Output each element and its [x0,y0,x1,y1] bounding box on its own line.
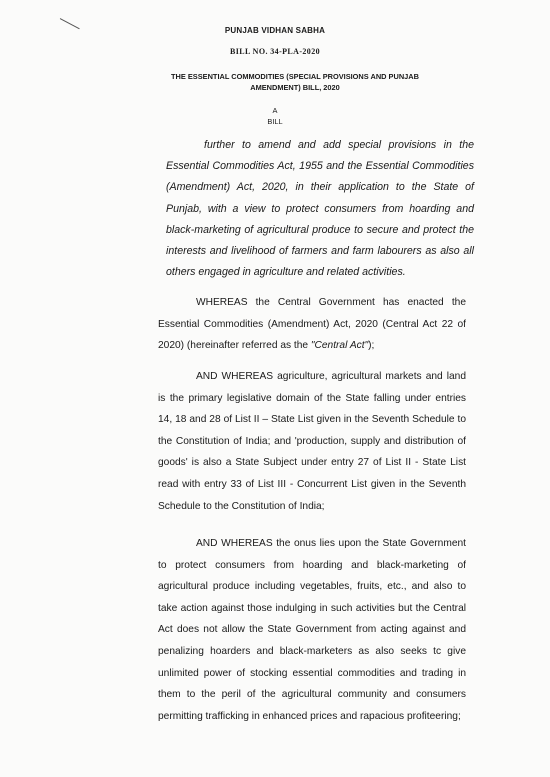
paragraph-3-text: AND WHEREAS the onus lies upon the State Government to protect consumers from hoarding and black-marketing of agricultural produce including vegetables, fruits, etc., and also to take action against those indulging in such activities but the Central Act does not allow the State Government from acting against and penalizing hoarders and black-marketers as also seeks tc give unlimited power of stocking essential commodities and trading in them to the peril of the agricultural community and consumers permitting trafficking in enhanced prices and rapacious profiteering; [158,538,466,722]
whereas-paragraph-2 [158,366,466,517]
bill-title: THE ESSENTIAL COMMODITIES (SPECIAL PROVISIONS AND PUNJAB AMENDMENT) BILL, 2020 [171,72,419,92]
article-a: A [272,106,278,115]
whereas-paragraph-3 [158,533,466,727]
whereas-paragraph-1 [158,292,466,357]
central-act-term: "Central Act" [310,340,369,352]
paragraph-1-text: WHEREAS the Central Government has enacted the Essential Commodities (Amendment) Act, 2020 (Central Act 22 of 2020) (hereinafter referred as the [158,297,466,352]
paragraph-2-text: AND WHEREAS agriculture, agricultural markets and land is the primary legislative domain of the State falling under entries 14, 18 and 28 of List II – State List given in the Seventh Schedule to the Constitution of India; and 'production, supply and distribution of goods' is also a State Subject under entry 27 of List II - State List read with entry 33 of List III - Concurrent List given in the Seventh Schedule to the Constitution of India; [158,371,466,512]
preamble-body: further to amend and add special provisions in the Essential Commodities Act, 1955 and the Essential Commodities (Amendment) Act, 2020, in their application to the State of Punjab, with a view to protect consumers from hoarding and black-marketing of agricultural produce to secure and protect the interests and livelihood of farmers and farm labourers as also all others engaged in agriculture and related activities. [166,139,474,279]
bill-number: BILL NO. 34-PLA-2020 [229,47,320,56]
paragraph-1-tail: ); [368,340,375,352]
preamble-text [166,135,474,283]
bill-label: BILL [267,117,283,126]
organisation-heading: PUNJAB VIDHAN SABHA [224,26,326,35]
